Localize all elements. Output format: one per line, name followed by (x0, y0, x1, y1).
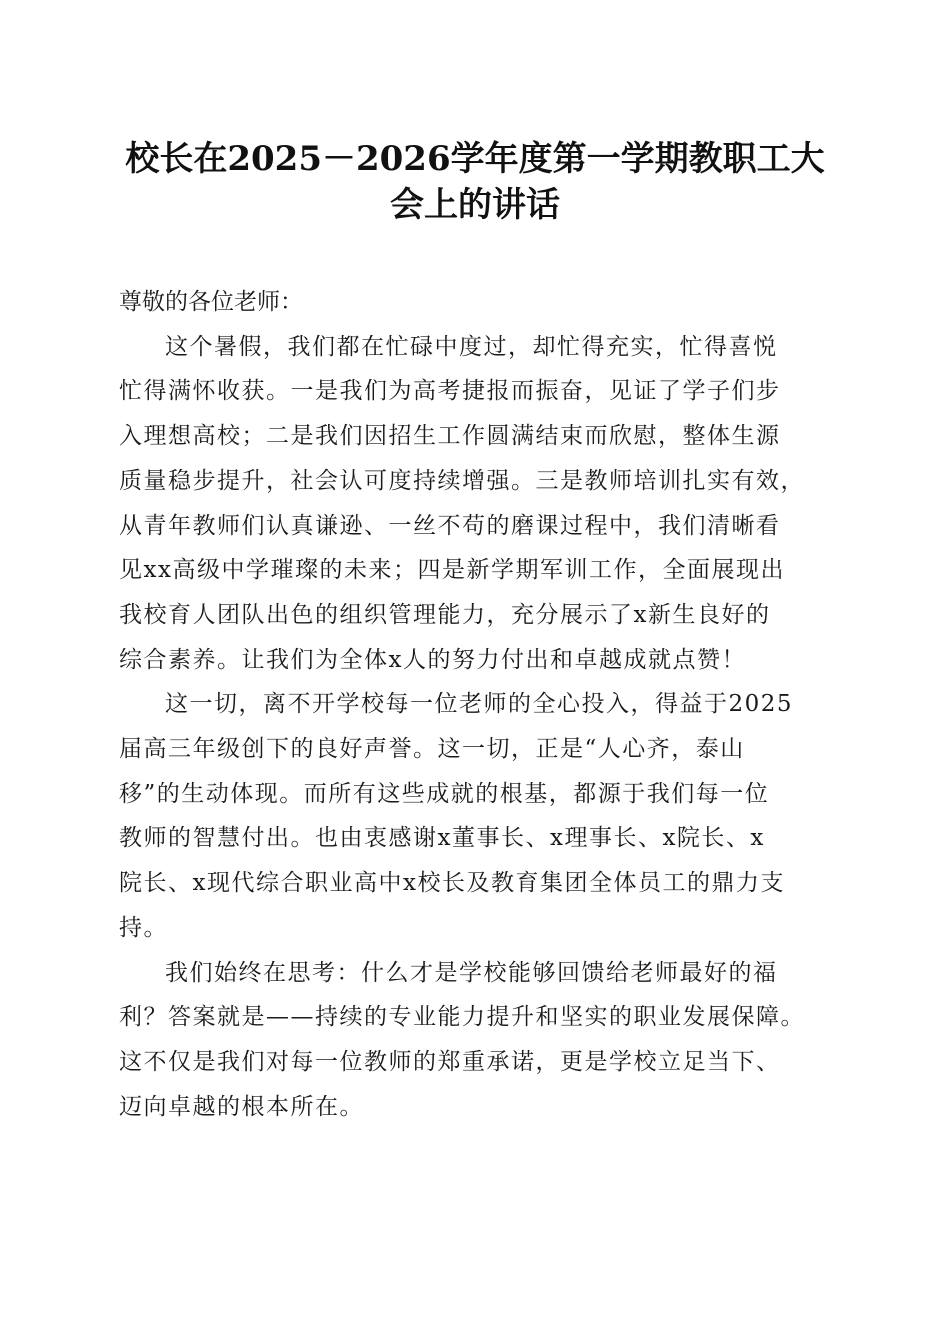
paragraph-line: 这个暑假，我们都在忙碌中度过，却忙得充实，忙得喜悦 (165, 333, 778, 360)
title-line-1: 校长在2025－2026学年度第一学期教职工大 (125, 139, 825, 179)
title-line-2: 会上的讲话 (390, 185, 560, 225)
paragraph-line: 教师的智慧付出。也由衷感谢x董事长、x理事长、x院长、x (119, 825, 765, 852)
paragraph-1 (119, 325, 839, 683)
paragraph-line: 忙得满怀收获。一是我们为高考捷报而振奋，见证了学子们步 (119, 378, 781, 405)
page-title (90, 136, 860, 228)
paragraph-line: 利？答案就是——持续的专业能力提升和坚实的职业发展保障。 (119, 1004, 805, 1031)
paragraph-2 (119, 682, 839, 950)
paragraph-line: 质量稳步提升，社会认可度持续增强。三是教师培训扎实有效， (119, 467, 805, 494)
paragraph-line: 综合素养。让我们为全体x人的努力付出和卓越成就点赞！ (119, 646, 746, 673)
paragraph-line: 从青年教师们认真谦逊、一丝不苟的磨课过程中，我们清晰看 (119, 512, 781, 539)
paragraph-line: 见xx高级中学璀璨的未来；四是新学期军训工作，全面展现出 (119, 557, 785, 584)
salutation: 尊敬的各位老师： (119, 289, 303, 315)
paragraph-line: 我校育人团队出色的组织管理能力，充分展示了x新生良好的 (119, 601, 771, 628)
paragraph-line: 院长、x现代综合职业高中x校长及教育集团全体员工的鼎力支 (119, 870, 785, 897)
paragraph-line: 持。 (119, 914, 168, 941)
speech-body (119, 280, 839, 1129)
paragraph-line: 入理想高校；二是我们因招生工作圆满结束而欣慰，整体生源 (119, 423, 781, 450)
paragraph-line: 届高三年级创下的良好声誉。这一切，正是“人心齐，泰山 (119, 736, 745, 763)
paragraph-line: 这不仅是我们对每一位教师的郑重承诺，更是学校立足当下、 (119, 1048, 781, 1075)
paragraph-line: 移”的生动体现。而所有这些成就的根基，都源于我们每一位 (119, 780, 770, 807)
paragraph-line: 这一切，离不开学校每一位老师的全心投入，得益于2025 (165, 691, 794, 718)
paragraph-line: 迈向卓越的根本所在。 (119, 1093, 364, 1120)
paragraph-3 (119, 951, 839, 1130)
paragraph-line: 我们始终在思考：什么才是学校能够回馈给老师最好的福 (165, 959, 778, 986)
